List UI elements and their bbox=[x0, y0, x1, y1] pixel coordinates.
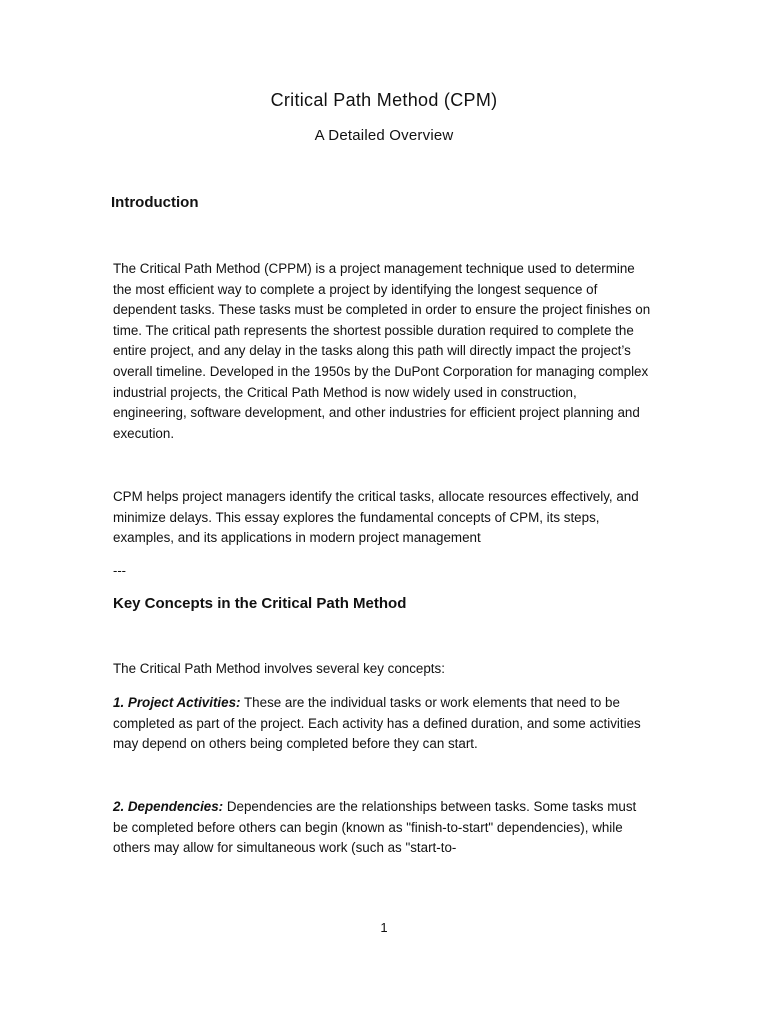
key-concept-item bbox=[113, 797, 653, 859]
key-concept-term: 1. Project Activities: bbox=[113, 695, 241, 710]
key-concepts-intro: The Critical Path Method involves several key concepts: bbox=[113, 661, 445, 676]
introduction-paragraph-1: The Critical Path Method (CPPM) is a project management technique used to determine the most efficient way to complete a project by identifying the longest sequence of dependent tasks. These tasks must be completed in order to ensure the project finishes on time. The critical path represents the shortest possible duration required to complete the entire project, and any delay in the tasks along this path will directly impact the project’s overall timeline. Developed in the 1950s by the DuPont Corporation for managing complex industrial projects, the Critical Path Method is now widely used in construction, engineering, software development, and other industries for efficient project planning and execution. bbox=[113, 261, 651, 441]
key-concept-text: Dependencies are the relationships between tasks. Some tasks must be completed before others can begin (known as "finish-to-start" dependencies), while others may allow for simultaneous work (such as "start-to- bbox=[113, 799, 637, 856]
page-number: 1 bbox=[380, 920, 388, 935]
section-separator: --- bbox=[113, 563, 126, 578]
key-concept-item bbox=[113, 693, 653, 755]
section-heading-key-concepts: Key Concepts in the Critical Path Method bbox=[113, 595, 407, 612]
introduction-paragraph-2: CPM helps project managers identify the critical tasks, allocate resources effectively, and minimize delays. This essay explores the fundamental concepts of CPM, its steps, examples, and its applications in modern project management bbox=[113, 489, 639, 546]
section-heading-introduction: Introduction bbox=[111, 194, 199, 211]
key-concept-text: These are the individual tasks or work elements that need to be completed as part of the project. Each activity has a defined duration, and some activities may depend on others being completed before they can start. bbox=[113, 695, 641, 752]
document-subtitle: A Detailed Overview bbox=[314, 127, 454, 144]
document-title: Critical Path Method (CPM) bbox=[270, 90, 498, 110]
key-concept-term: 2. Dependencies: bbox=[113, 799, 224, 814]
